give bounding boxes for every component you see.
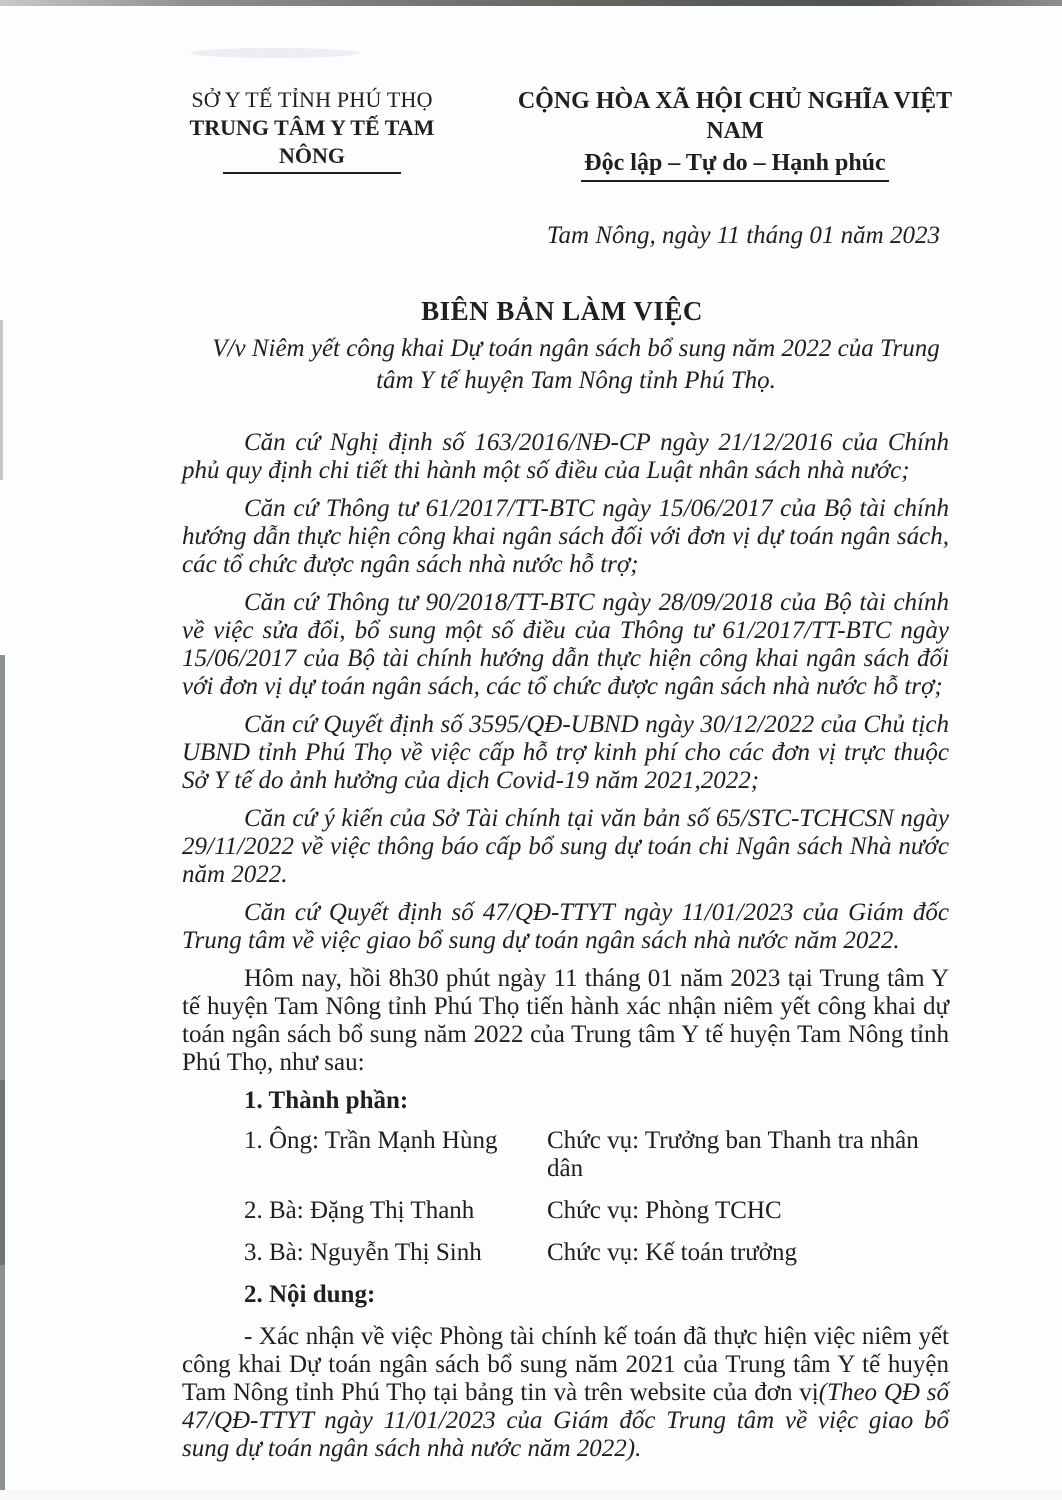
confirmation-paragraph <box>182 1323 949 1463</box>
participant-row <box>182 1197 949 1225</box>
dateline: Tam Nông, ngày 11 tháng 01 năm 2023 <box>546 222 940 249</box>
scan-artifact-bottom-edge <box>0 1490 1062 1500</box>
section-heading-participants: 1. Thành phần: <box>244 1087 409 1114</box>
participant-name: 2. Bà: Đặng Thị Thanh <box>244 1197 475 1224</box>
participant-role: Chức vụ: Kế toán trưởng <box>547 1239 797 1266</box>
org-name: TRUNG TÂM Y TẾ TAM NÔNG <box>158 114 466 170</box>
issuing-org-block <box>158 86 466 182</box>
participant-role: Chức vụ: Phòng TCHC <box>547 1197 782 1224</box>
legal-basis-paragraph: Căn cứ Thông tư 61/2017/TT-BTC ngày 15/06/2017 của Bộ tài chính hướng dẫn thực hiện công khai ngân sách đối với đơn vị dự toán ngân sách, các tổ chức được ngân sách nhà nước hỗ trợ; <box>182 495 949 578</box>
scan-artifact-left-edge-faint <box>0 320 3 480</box>
document-header <box>0 0 1062 182</box>
legal-basis-paragraph: Căn cứ Quyết định số 3595/QĐ-UBND ngày 30/12/2022 của Chủ tịch UBND tỉnh Phú Thọ về việc cấp hỗ trợ kinh phí cho các đơn vị trực thuộc Sở Y tế do ảnh hưởng của dịch Covid-19 năm 2021,2022; <box>182 711 949 794</box>
document-body <box>182 429 949 1463</box>
scan-artifact-left-edge-dark <box>0 1080 5 1265</box>
participant-row <box>182 1239 949 1267</box>
national-motto-block <box>506 86 964 182</box>
confirmation-reference-note: (Theo QĐ số 47/QĐ-TTYT ngày 11/01/2023 của Giám đốc Trung tâm về việc giao bổ sung dự toán ngân sách nhà nước năm 2022). <box>182 1379 949 1462</box>
legal-basis-paragraph: Căn cứ Thông tư 90/2018/TT-BTC ngày 28/09/2018 của Bộ tài chính về việc sửa đổi, bổ sung một số điều của Thông tư 61/2017/TT-BTC ngày 15/06/2017 của Bộ tài chính hướng dẫn thực hiện công khai ngân sách đối với đơn vị dự toán ngân sách, các tổ chức được ngân sách nhà nước hỗ trợ; <box>182 589 949 700</box>
national-title: CỘNG HÒA XÃ HỘI CHỦ NGHĨA VIỆT NAM <box>517 88 953 144</box>
legal-basis-paragraph: Căn cứ Nghị định số 163/2016/NĐ-CP ngày 21/12/2016 của Chính phủ quy định chi tiết thi hành một số điều của Luật nhân sách nhà nước; <box>182 429 949 484</box>
participant-role: Chức vụ: Trưởng ban Thanh tra nhân dân <box>547 1127 919 1182</box>
document-title: BIÊN BẢN LÀM VIỆC <box>421 296 703 326</box>
participant-row <box>182 1127 949 1183</box>
legal-basis-paragraph: Căn cứ ý kiến của Sở Tài chính tại văn bản số 65/STC-TCHCSN ngày 29/11/2022 về việc thông báo cấp bổ sung dự toán chi Ngân sách Nhà nước năm 2022. <box>182 805 949 888</box>
opening-statement-paragraph: Hôm nay, hồi 8h30 phút ngày 11 tháng 01 năm 2023 tại Trung tâm Y tế huyện Tam Nông tỉnh Phú Thọ tiến hành xác nhận niêm yết công khai dự toán ngân sách bổ sung năm 2022 của Trung tâm Y tế huyện Tam Nông tỉnh Phú Thọ, như sau: <box>182 965 949 1076</box>
legal-basis-paragraph: Căn cứ Quyết định số 47/QĐ-TTYT ngày 11/01/2023 của Giám đốc Trung tâm về việc giao bổ sung dự toán ngân sách nhà nước năm 2022. <box>182 899 949 954</box>
section-heading-content: 2. Nội dung: <box>244 1281 376 1308</box>
confirmation-text: - Xác nhận về việc Phòng tài chính kế toán đã thực hiện việc niêm yết công khai Dự toán ngân sách bổ sung năm 2021 của Trung tâm Y tế huyện Tam Nông tỉnh Phú Thọ tại bảng tin và trên website của đơn vị <box>182 1323 949 1406</box>
document-subtitle: V/v Niêm yết công khai Dự toán ngân sách bổ sung năm 2022 của Trung tâm Y tế huyện Tam Nông tỉnh Phú Thọ. <box>212 335 940 394</box>
participant-name: 1. Ông: Trần Mạnh Hùng <box>244 1127 498 1154</box>
scan-artifact-left-edge <box>0 655 5 1500</box>
national-motto: Độc lập – Tự do – Hạnh phúc <box>581 148 888 182</box>
participant-name: 3. Bà: Nguyễn Thị Sinh <box>244 1239 482 1266</box>
org-parent-name: SỞ Y TẾ TỈNH PHÚ THỌ <box>191 87 433 112</box>
